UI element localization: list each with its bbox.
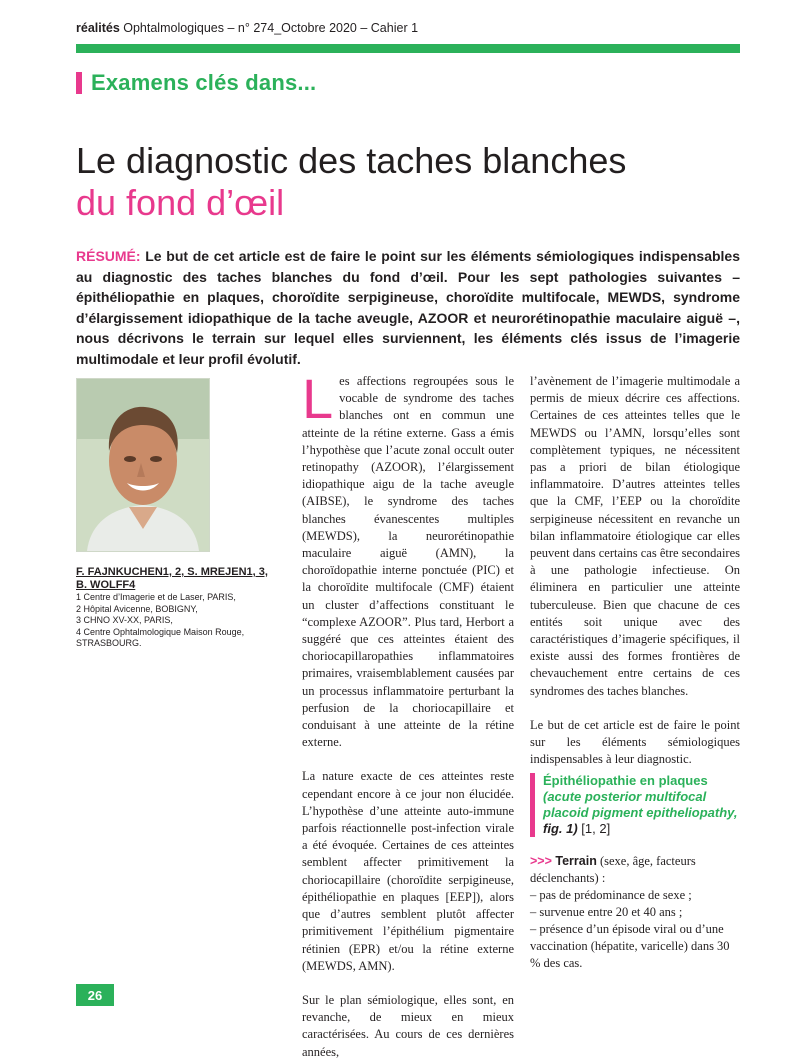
article-subtitle: du fond d’œil <box>76 182 285 223</box>
body-paragraph: La nature exacte de ces atteintes reste cependant encore à ce jour non élucidée. L’hypothèse d’une atteinte auto-immune parfois réactionnelle post-infection virale a été évoquée. Certaines de ces atteintes semblent affecter primitivement la choriocapillaire (choroïdite serpigineuse, épithéliopathie en plaques [EEP]), alors que d’autres semblent plutôt affecter primitivement l’épithélium pigmentaire rétinien (EPR) et/ou la rétine externe (MEWDS, AMN). <box>302 769 514 973</box>
subsection-heading <box>530 773 740 837</box>
author-block <box>76 566 276 650</box>
header-rule <box>76 44 740 53</box>
affiliation: 2 Hôpital Avicenne, BOBIGNY, <box>76 603 198 614</box>
author-photo <box>76 378 210 552</box>
body-text: es affections regroupées sous le vocable de syndrome des taches blanches ont en commun une atteinte de la rétine externe. Gass a émis l’hypothèse que l’acute zonal occult outer retinopathy (AZOOR), l’élargissement idiopathique aigu de la tache aveugle (AIBSE), le syndrome des taches blanches évanescentes multiples (MEWDS), la neurorétinopathie maculaire aiguë (AMN), la choroïdopathie interne ponctuée (PIC) et la choroïdite multifocale (CMF) étaient un cluster d’affections constituant le “complexe AZOOR”. Plus tard, Herbort a suggéré que ces atteintes étaient des choriocapillaropathies inflammatoires primaires, vraisemblablement causées par un processus inflammatoire perturbant la perfusion de la choriocapillaire et conduisant à une atteinte de la rétine externe. <box>302 374 514 750</box>
figure-reference: fig. 1) <box>543 821 578 836</box>
terrain-intro: (sexe, âge, facteurs déclenchants) : <box>530 854 696 885</box>
arrow-marker-icon: >>> <box>530 854 552 868</box>
drop-cap: L <box>302 367 334 430</box>
subsection-subtitle: (acute posterior multifocal placoid pigment epitheliopathy, <box>543 789 738 820</box>
terrain-item: – présence d’un épisode viral ou d’une vaccination (hépatite, varicelle) dans 30 % des cas. <box>530 922 730 970</box>
author-portrait-image <box>77 379 209 551</box>
body-paragraph <box>302 367 514 751</box>
terrain-block <box>530 853 740 972</box>
body-column-1 <box>302 367 514 1061</box>
journal-header <box>76 21 418 35</box>
article-title: Le diagnostic des taches blanches <box>76 140 627 181</box>
affiliation: 4 Centre Ophtalmologique Maison Rouge, STRASBOURG. <box>76 626 245 648</box>
affiliation: 3 CHNO XV-XX, PARIS, <box>76 615 173 625</box>
journal-name: réalités <box>76 21 120 35</box>
subsection-accent-bar <box>530 773 535 837</box>
body-paragraph: Le but de cet article est de faire le point sur les éléments sémiologiques indispensables à leur diagnostic. <box>530 717 740 767</box>
body-paragraph: Sur le plan sémiologique, elles sont, en revanche, de mieux en mieux caractérisées. Au cours de ces dernières années, <box>302 992 514 1059</box>
page-number: 26 <box>76 984 114 1006</box>
citation-reference: [1, 2] <box>577 821 611 836</box>
section-title: Examens clés dans... <box>91 70 317 95</box>
issue-info: Ophtalmologiques – n° 274_Octobre 2020 – Cahier 1 <box>119 21 419 35</box>
author-names: F. FAJNKUCHEN1, 2, S. MREJEN1, 3, B. WOLFF4 <box>76 566 268 591</box>
summary <box>76 246 740 369</box>
summary-label: RÉSUMÉ: <box>76 248 141 264</box>
terrain-label: Terrain <box>551 854 597 868</box>
section-accent-bar <box>76 72 82 94</box>
subsection-title-block <box>543 773 740 837</box>
affiliation: 1 Centre d’Imagerie et de Laser, PARIS, <box>76 592 236 602</box>
terrain-item: – survenue entre 20 et 40 ans ; <box>530 905 683 919</box>
terrain-item: – pas de prédominance de sexe ; <box>530 888 692 902</box>
summary-text: Le but de cet article est de faire le point sur les éléments sémiologiques indispensables au diagnostic des taches blanches du fond d’œil. Pour les sept pathologies suivantes – épithéliopathie en plaques, choroïdite serpigineuse, choroïdite multifocale, MEWDS, syndrome d’élargissement idiopathique de la tache aveugle, AZOOR et neurorétinopathie maculaire aiguë –, nous décrivons le terrain sur lequel elles surviennent, les éléments clés issus de l’imagerie multimodale et leur profil évolutif. <box>76 248 740 367</box>
section-heading <box>76 68 316 98</box>
body-paragraph: l’avènement de l’imagerie multimodale a permis de mieux décrire ces affections. Certaines de ces atteintes telles que le MEWDS ou l’AMN, lorsqu’elles sont complètement typiques, ne nécessitent pas a priori de bilan étiologique inflammatoire. D’autres atteintes telles que la CMF, l’EEP ou la choroïdite serpigineuse nécessitent en revanche un bilan inflammatoire étiologique car elles peuvent dans certains cas être secondaires à une pathologie infectieuse. On éliminera en particulier une atteinte tuberculeuse. Bien que chacune de ces entités soit unique avec des caractéristiques d’imagerie spécifiques, il existe aussi des formes frontières de chevauchement entre certains de ces syndromes des taches blanches. <box>530 374 740 698</box>
subsection-title: Épithéliopathie en plaques <box>543 773 708 788</box>
body-column-2 <box>530 373 740 768</box>
